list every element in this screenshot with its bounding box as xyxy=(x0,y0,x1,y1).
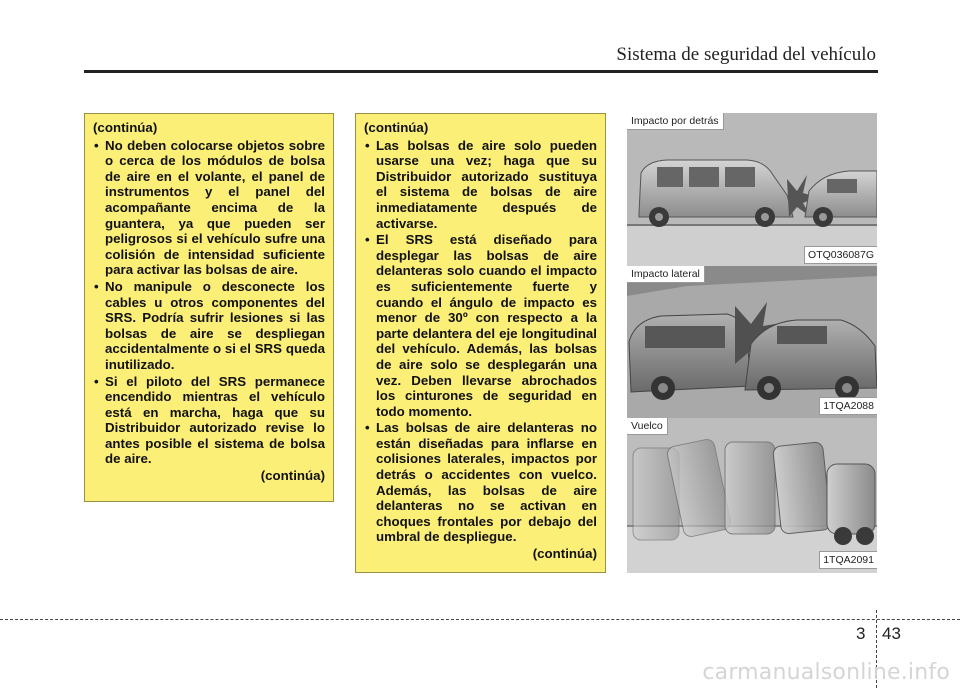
footer-rule xyxy=(0,619,960,620)
rear-impact-illustration xyxy=(627,113,877,268)
list-item: • Las bolsas de aire solo pueden usarse una vez; haga que su Distribuidor autorizado sustituya el sistema de bolsas de aire inmediatamente después de activarse. xyxy=(364,138,597,232)
figure-rear-impact xyxy=(627,113,877,268)
bullet-list xyxy=(93,138,325,467)
warning-box-left xyxy=(84,113,334,502)
list-item: • No deben colocarse objetos sobre o cerca de los módulos de bolsa de aire en el volante, el panel de instrumentos y el panel del acompañante encima de la guantera, ya que pueden ser peligrosos si el vehículo sufre una colisión de intensidad suficiente para activar las bolsas de aire. xyxy=(93,138,325,278)
bullet-list xyxy=(364,138,597,545)
watermark: carmanualsonline.info xyxy=(702,660,950,685)
page-header-title: Sistema de seguridad del vehículo xyxy=(616,44,876,65)
continued-tail: (continúa) xyxy=(532,546,597,562)
header-rule xyxy=(84,70,878,73)
figure-label: Vuelco xyxy=(627,418,668,435)
page-number: 43 xyxy=(882,624,901,643)
list-item: • No manipule o desconecte los cables u otros componentes del SRS. Podría sufrir lesiones si las bolsas de aire se despliegan accidentalmente o si el SRS queda inutilizado. xyxy=(93,279,325,373)
continued-heading: (continúa) xyxy=(93,120,158,135)
figure-code: OTQ036087G xyxy=(804,246,877,264)
figure-rollover xyxy=(627,418,877,573)
warning-box-right xyxy=(355,113,606,573)
figure-side-impact xyxy=(627,266,877,419)
figure-code: 1TQA2088 xyxy=(819,397,877,415)
figure-code: 1TQA2091 xyxy=(819,551,877,569)
figure-label: Impacto lateral xyxy=(627,266,705,283)
chapter-number: 3 xyxy=(856,624,866,643)
rollover-illustration xyxy=(627,418,877,573)
continued-tail: (continúa) xyxy=(260,468,325,484)
list-item: • Si el piloto del SRS permanece encendido mientras el vehículo está en marcha, haga que su Distribuidor autorizado revise lo antes posible el sistema de bolsa de aire. xyxy=(93,374,325,468)
list-item: • El SRS está diseñado para desplegar las bolsas de aire delanteras solo cuando el impacto es suficientemente fuerte y cuando el ángulo de impacto es menor de 30º con respecto a la parte delantera del eje longitudinal del vehículo. Además, las bolsas de aire solo se desplegarán una vez. Deben llevarse abrochados los cinturones de seguridad en todo momento. xyxy=(364,232,597,419)
figure-label: Impacto por detrás xyxy=(627,113,724,130)
list-item: • Las bolsas de aire delanteras no están diseñadas para inflarse en colisiones laterales, impactos por detrás o accidentes con vuelco. Además, las bolsas de aire delanteras no se activan en choques frontales por debajo del umbral de despliegue. xyxy=(364,420,597,545)
continued-heading: (continúa) xyxy=(364,120,429,135)
